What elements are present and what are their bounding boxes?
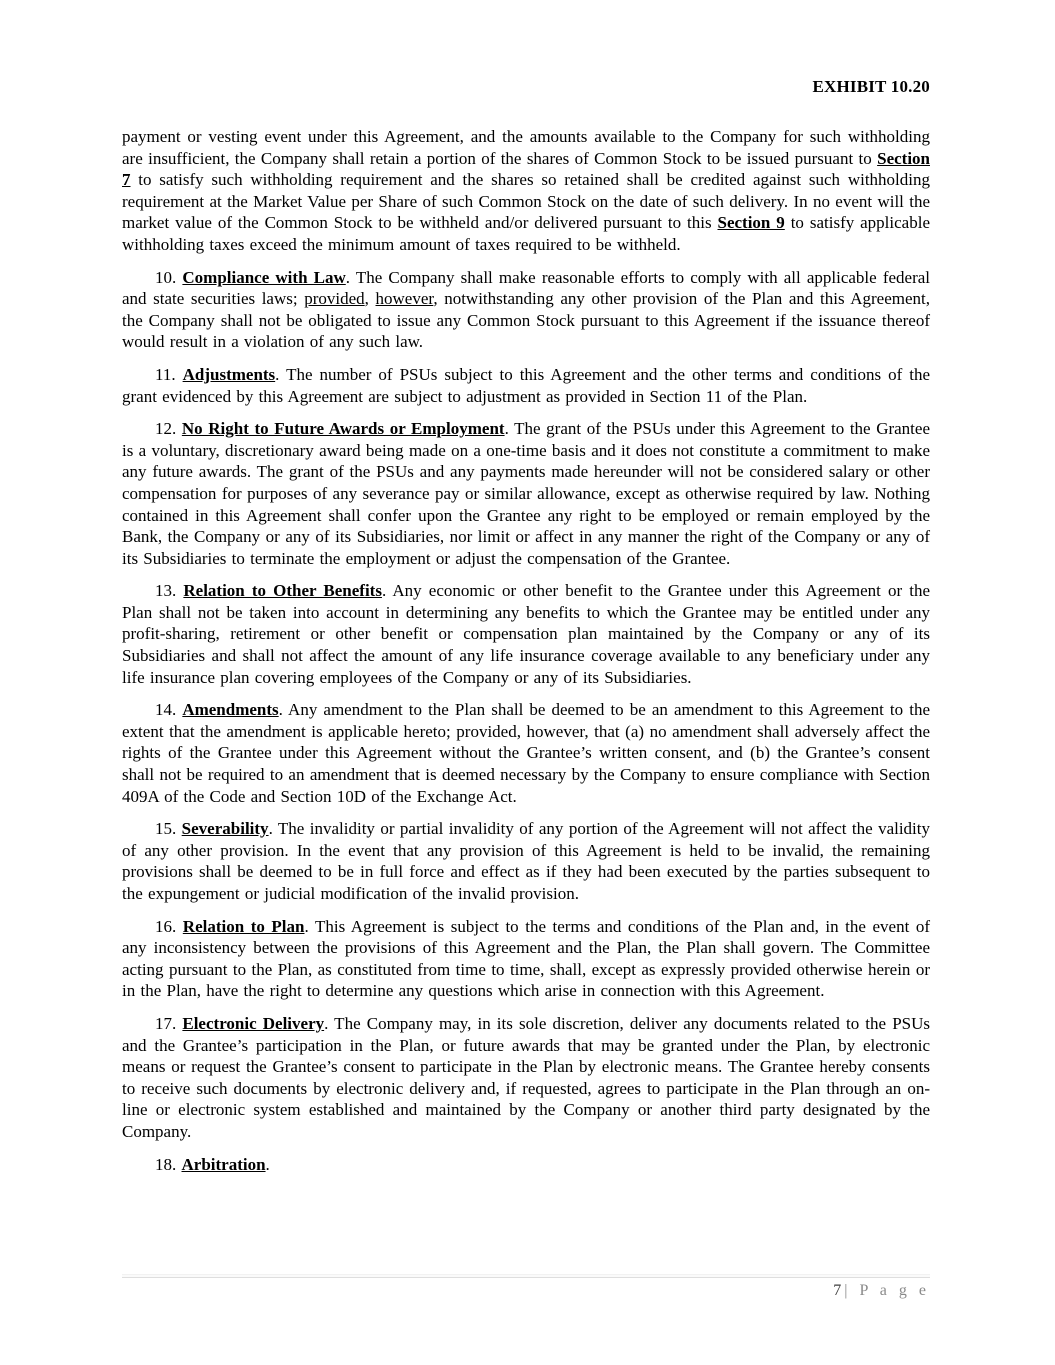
emphasized-text: Relation to Other Benefits (183, 581, 382, 601)
body-text: . Any economic or other benefit to the Grantee under this Agreement or the Plan shall not be taken into account in determining any benefits to which the Grantee may be entitled under any profit-sharing, retirement or other benefit or compensation plan maintained by the Company or any of its Subsidiaries and shall not affect the amount of any life insurance coverage available to any beneficiary under any life insurance plan covering employees of the Company or any of its Subsidiaries. (122, 581, 931, 687)
emphasized-text: Arbitration (181, 1154, 266, 1174)
page-word-label: | P a g e (844, 1282, 930, 1299)
underlined-text: provided (304, 289, 365, 309)
body-text: . The number of PSUs subject to this Agreement and the other terms and conditions of the grant evidenced by this Agreement are subject to adjustment as provided in Section 11 of the Plan. (122, 364, 930, 406)
emphasized-text: Compliance with Law (182, 267, 346, 287)
body-text: . The Company shall make reasonable efforts to comply with all applicable federal and state securities laws; (122, 267, 930, 309)
body-text: payment or vesting event under this Agreement, and the amounts available to the Company for such withholding are insufficient, the Company shall retain a portion of the shares of Common Stock to be issued pursuant to (122, 127, 930, 168)
body-text: 16. (155, 916, 183, 936)
footer-divider (122, 1274, 930, 1278)
body-text: 11. (155, 364, 183, 384)
paragraph-5 (122, 580, 930, 688)
body-text: . (265, 1154, 270, 1174)
exhibit-header: EXHIBIT 10.20 (812, 77, 930, 96)
document-footer (122, 1274, 930, 1300)
body-text: to satisfy such withholding requirement and the shares so retained shall be credited against such withholding requirement at the Market Value per Share of such Common Stock on the date of such delivery. In no event will the market value of the Common Stock to be withheld and/or delivered pursuant to this (122, 170, 930, 233)
body-text: , (364, 289, 376, 309)
emphasized-text: Relation to Plan (182, 916, 305, 936)
body-text: . The invalidity or partial invalidity of any portion of the Agreement will not affect the validity of any other provision. In the event that any provision of this Agreement is held to be invalid, the remaining provisions shall be deemed to be in full force and effect as if they had been executed by the parties subsequent to the expungement or judicial modification of the invalid provision. (122, 819, 931, 903)
paragraph-1 (122, 126, 930, 256)
footer-pagination (122, 1282, 930, 1300)
document-body (122, 126, 930, 1175)
body-text: 12. (155, 419, 182, 439)
paragraph-3 (122, 364, 930, 407)
body-text: . This Agreement is subject to the terms and conditions of the Plan and, in the event of any inconsistency between the provisions of this Agreement and the Plan, the Plan shall govern. The Committee acting pursuant to the Plan, as constituted from time to time, shall, except as expressly provided otherwise herein or in the Plan, have the right to determine any questions which arise in connection with this Agreement. (122, 916, 931, 1001)
body-text: . The Company may, in its sole discretion, deliver any documents related to the PSUs and the Grantee’s participation in the Plan, or future awards that may be granted under the Plan, by electronic means or request the Grantee’s consent to participate in the Plan by electronic means. The Grantee hereby consents to receive such documents by electronic delivery and, if requested, agrees to participate in the Plan through an on-line or electronic system established and maintained by the Company or another third party designated by the Company. (122, 1013, 930, 1141)
body-text: 14. (155, 700, 183, 720)
emphasized-text: Electronic Delivery (182, 1013, 325, 1033)
body-text: . The grant of the PSUs under this Agreement to the Grantee is a voluntary, discretionary award being made on a one-time basis and it does not constitute a commitment to make any future awards. The grant of the PSUs and any payments made hereunder will not be considered salary or other compensation for purposes of any severance pay or similar allowance, except as otherwise required by law. Nothing contained in this Agreement shall confer upon the Grantee any right to be employed or remain employed by the Bank, the Company or any of its Subsidiaries, nor limit or affect in any manner the right of the Company or any of its Subsidiaries to terminate the employment or adjust the compensation of the Grantee. (122, 419, 930, 568)
emphasized-text: Severability (181, 819, 269, 839)
emphasized-text: Section 7 (122, 148, 930, 190)
body-text: 10. (155, 267, 183, 287)
paragraph-10 (122, 1154, 930, 1176)
emphasized-text: Amendments (182, 700, 279, 720)
emphasized-text: Section 9 (717, 213, 785, 233)
emphasized-text: Adjustments (182, 364, 276, 384)
body-text: 18. (155, 1154, 182, 1174)
paragraph-9 (122, 1013, 930, 1143)
page-number: 7 (833, 1282, 842, 1299)
body-text: . Any amendment to the Plan shall be deemed to be an amendment to this Agreement to the extent that the amendment is applicable hereto; provided, however, that (a) no amendment shall adversely affect the rights of the Grantee under this Agreement without the Grantee’s written consent, and (b) the Grantee’s consent shall not be required to an amendment that is deemed necessary by the Company to ensure compliance with Section 409A of the Code and Section 10D of the Exchange Act. (122, 700, 930, 806)
document-content (122, 76, 930, 1175)
body-text: 17. (155, 1013, 183, 1033)
paragraph-6 (122, 699, 930, 807)
paragraph-2 (122, 267, 930, 353)
emphasized-text: No Right to Future Awards or Employment (181, 419, 505, 439)
body-text: , notwithstanding any other provision of the Plan and this Agreement, the Company shall not be obligated to issue any Common Stock pursuant to this Agreement if the issuance thereof would result in a violation of any such law. (122, 289, 930, 352)
paragraph-8 (122, 916, 930, 1002)
paragraph-7 (122, 818, 930, 904)
body-text: 13. (155, 581, 184, 601)
body-text: 15. (155, 819, 182, 839)
body-text: to satisfy applicable withholding taxes exceed the minimum amount of taxes required to be withheld. (122, 213, 930, 254)
underlined-text: however (375, 289, 434, 309)
paragraph-4 (122, 418, 930, 569)
